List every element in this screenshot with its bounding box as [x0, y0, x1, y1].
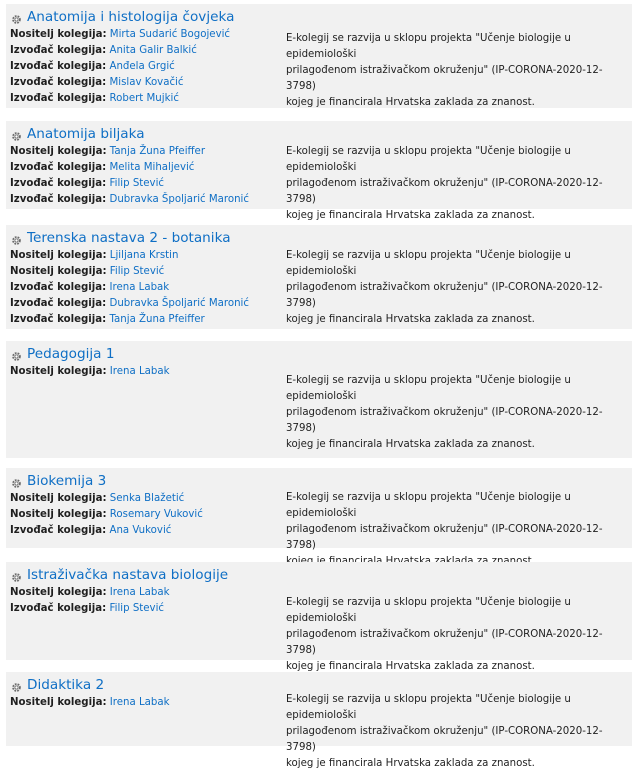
course-card	[6, 562, 632, 672]
teacher-role: Nositelj kolegija:	[10, 509, 107, 520]
summary-line: E-kolegij se razvija u sklopu projekta "Učenje biologije u epidemiološki	[286, 33, 571, 60]
summary-line: kojeg je financirala Hrvatska zaklada za znanost.	[286, 314, 535, 325]
course-gear-icon	[10, 348, 23, 361]
teacher-row	[10, 192, 280, 208]
teacher-row	[10, 59, 280, 75]
course-gear-icon	[10, 569, 23, 582]
course-card	[6, 468, 632, 551]
teacher-row	[10, 144, 280, 160]
course-title-link[interactable]: Terenska nastava 2 - botanika	[27, 230, 231, 246]
summary-line: E-kolegij se razvija u sklopu projekta "Učenje biologije u epidemiološki	[286, 597, 571, 624]
teacher-row	[10, 160, 280, 176]
summary-line: kojeg je financirala Hrvatska zaklada za znanost.	[286, 97, 535, 108]
summary-line: kojeg je financirala Hrvatska zaklada za znanost.	[286, 661, 535, 672]
teacher-link[interactable]: Filip Stević	[109, 603, 165, 614]
summary-line: prilagođenom istraživačkom okruženju" (IP-CORONA-2020-12-3798)	[286, 178, 603, 205]
course-summary	[286, 31, 631, 111]
summary-line: prilagođenom istraživačkom okruženju" (IP-CORONA-2020-12-3798)	[286, 524, 603, 551]
teacher-link[interactable]: Robert Mujkić	[109, 93, 179, 104]
course-title-link[interactable]: Anatomija biljaka	[27, 126, 145, 142]
teacher-link[interactable]: Filip Stević	[109, 178, 165, 189]
teacher-link[interactable]: Irena Labak	[109, 697, 170, 708]
teacher-role: Nositelj kolegija:	[10, 366, 107, 377]
teacher-row	[10, 27, 280, 43]
summary-line: prilagođenom istraživačkom okruženju" (IP-CORONA-2020-12-3798)	[286, 407, 603, 434]
course-title-link[interactable]: Didaktika 2	[27, 677, 105, 693]
summary-line: E-kolegij se razvija u sklopu projekta "Učenje biologije u epidemiološki	[286, 492, 571, 519]
teacher-role: Izvođač kolegija:	[10, 525, 107, 536]
teacher-link[interactable]: Anita Galir Balkić	[109, 45, 197, 56]
summary-line: prilagođenom istraživačkom okruženju" (IP-CORONA-2020-12-3798)	[286, 629, 603, 656]
course-gear-icon	[10, 11, 23, 24]
teacher-link[interactable]: Ljiljana Krstin	[109, 250, 179, 261]
teacher-link[interactable]: Irena Labak	[109, 587, 170, 598]
teacher-link[interactable]: Dubravka Špoljarić Maronić	[109, 194, 249, 205]
course-summary	[286, 490, 631, 570]
teacher-role: Izvođač kolegija:	[10, 282, 107, 293]
teacher-row	[10, 296, 280, 312]
teacher-link[interactable]: Rosemary Vuković	[109, 509, 203, 520]
teacher-role: Izvođač kolegija:	[10, 178, 107, 189]
course-gear-icon	[10, 128, 23, 141]
course-card	[6, 341, 632, 458]
teacher-link[interactable]: Irena Labak	[109, 282, 170, 293]
summary-line: E-kolegij se razvija u sklopu projekta "Učenje biologije u epidemiološki	[286, 694, 571, 721]
teacher-role: Izvođač kolegija:	[10, 298, 107, 309]
teacher-row	[10, 601, 280, 617]
course-summary	[286, 692, 631, 772]
teacher-link[interactable]: Dubravka Špoljarić Maronić	[109, 298, 249, 309]
course-summary	[286, 373, 631, 453]
teacher-role: Izvođač kolegija:	[10, 603, 107, 614]
teacher-row	[10, 91, 280, 107]
teacher-role: Izvođač kolegija:	[10, 45, 107, 56]
teacher-role: Izvođač kolegija:	[10, 61, 107, 72]
teacher-role: Nositelj kolegija:	[10, 29, 107, 40]
teacher-row	[10, 507, 280, 523]
teacher-link[interactable]: Anđela Grgić	[109, 61, 175, 72]
teacher-role: Nositelj kolegija:	[10, 266, 107, 277]
teacher-role: Izvođač kolegija:	[10, 93, 107, 104]
teacher-role: Nositelj kolegija:	[10, 493, 107, 504]
teacher-link[interactable]: Irena Labak	[109, 366, 170, 377]
course-title-link[interactable]: Pedagogija 1	[27, 346, 115, 362]
course-card	[6, 225, 632, 329]
course-gear-icon	[10, 475, 23, 488]
summary-line: prilagođenom istraživačkom okruženju" (IP-CORONA-2020-12-3798)	[286, 282, 603, 309]
teacher-row	[10, 264, 280, 280]
course-card	[6, 121, 632, 221]
summary-line: kojeg je financirala Hrvatska zaklada za znanost.	[286, 210, 535, 221]
course-summary	[286, 248, 631, 328]
course-title-link[interactable]: Istraživačka nastava biologije	[27, 567, 229, 583]
teacher-role: Nositelj kolegija:	[10, 146, 107, 157]
summary-line: kojeg je financirala Hrvatska zaklada za znanost.	[286, 439, 535, 450]
teacher-role: Izvođač kolegija:	[10, 77, 107, 88]
teacher-row	[10, 43, 280, 59]
teacher-row	[10, 695, 280, 711]
teacher-row	[10, 523, 280, 539]
course-gear-icon	[10, 232, 23, 245]
teacher-row	[10, 176, 280, 192]
course-card	[6, 672, 632, 769]
course-summary	[286, 144, 631, 224]
teacher-role: Nositelj kolegija:	[10, 587, 107, 598]
teacher-row	[10, 280, 280, 296]
teacher-row	[10, 491, 280, 507]
teacher-row	[10, 364, 280, 380]
teacher-link[interactable]: Tanja Žuna Pfeiffer	[109, 146, 206, 157]
course-title-link[interactable]: Anatomija i histologija čovjeka	[27, 9, 235, 25]
teacher-row	[10, 75, 280, 91]
summary-line: E-kolegij se razvija u sklopu projekta "Učenje biologije u epidemiološki	[286, 375, 571, 402]
teacher-row	[10, 248, 280, 264]
summary-line: E-kolegij se razvija u sklopu projekta "Učenje biologije u epidemiološki	[286, 250, 571, 277]
teacher-link[interactable]: Mirta Sudarić Bogojević	[109, 29, 231, 40]
teacher-role: Nositelj kolegija:	[10, 697, 107, 708]
teacher-link[interactable]: Tanja Žuna Pfeiffer	[109, 314, 205, 325]
teacher-link[interactable]: Filip Stević	[109, 266, 165, 277]
teacher-row	[10, 585, 280, 601]
teacher-link[interactable]: Ana Vuković	[109, 525, 172, 536]
teacher-role: Izvođač kolegija:	[10, 314, 107, 325]
teacher-link[interactable]: Melita Mihaljević	[109, 162, 195, 173]
teacher-role: Nositelj kolegija:	[10, 250, 107, 261]
teacher-link[interactable]: Mislav Kovačić	[109, 77, 184, 88]
teacher-row	[10, 312, 280, 328]
summary-line: kojeg je financirala Hrvatska zaklada za znanost.	[286, 758, 535, 769]
summary-line: E-kolegij se razvija u sklopu projekta "Učenje biologije u epidemiološki	[286, 146, 571, 173]
course-summary	[286, 595, 631, 675]
teacher-link[interactable]: Senka Blažetić	[109, 493, 185, 504]
course-card	[6, 4, 632, 108]
course-title-link[interactable]: Biokemija 3	[27, 473, 107, 489]
summary-line: prilagođenom istraživačkom okruženju" (IP-CORONA-2020-12-3798)	[286, 65, 603, 92]
teacher-role: Izvođač kolegija:	[10, 162, 107, 173]
teacher-role: Izvođač kolegija:	[10, 194, 107, 205]
summary-line: prilagođenom istraživačkom okruženju" (IP-CORONA-2020-12-3798)	[286, 726, 603, 753]
course-gear-icon	[10, 679, 23, 692]
